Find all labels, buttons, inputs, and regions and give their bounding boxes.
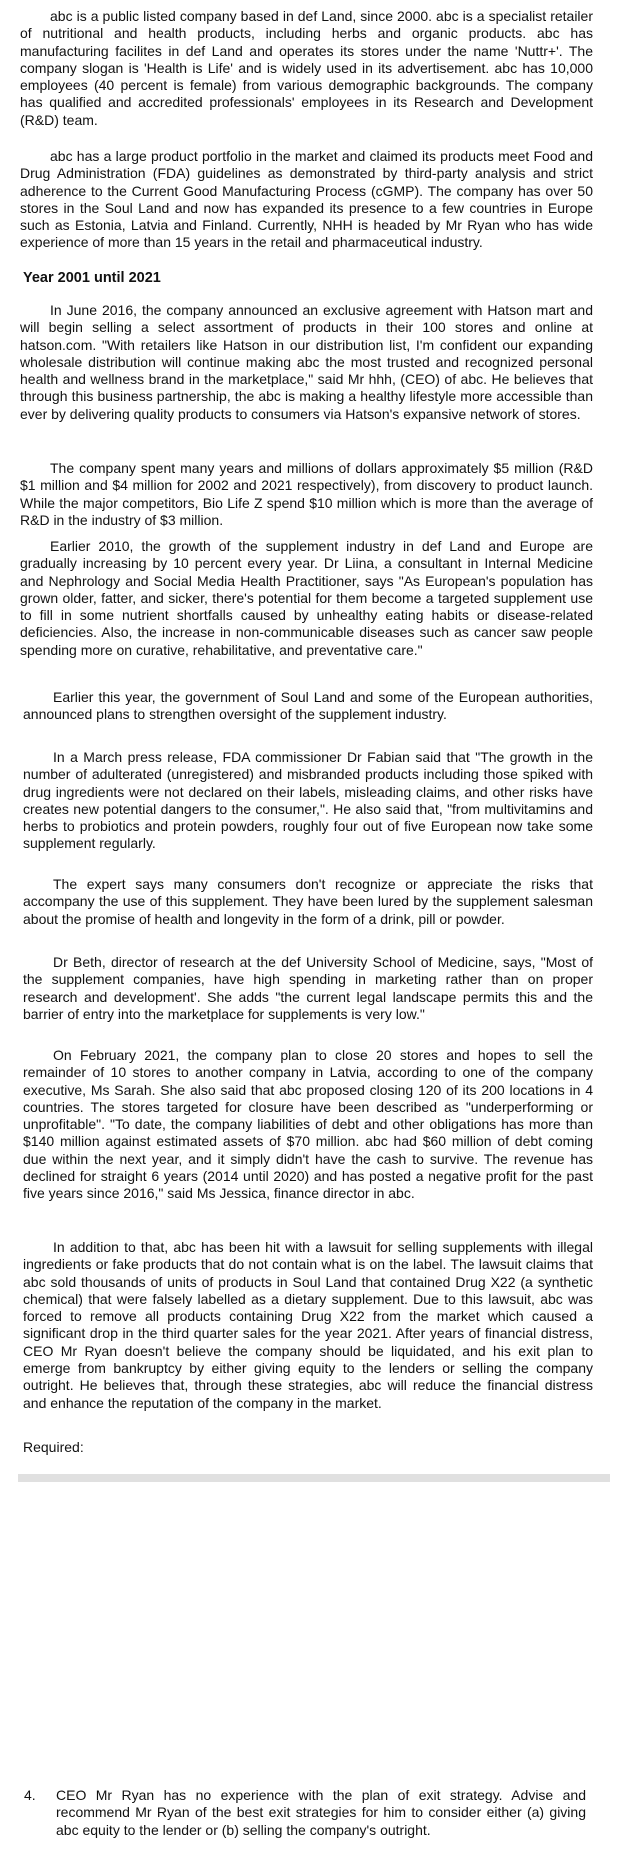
required-label: Required: xyxy=(23,1439,84,1455)
paragraph-dr-beth-quote: Dr Beth, director of research at the def University School of Medicine, says, "Most of the supplement companies, have high spending in marketing rather than on proper research and development'. She adds "the current legal landscape permits this and the barrier of entry into the marketplace for supplements is very low." xyxy=(23,954,593,1022)
section-divider xyxy=(18,1474,610,1482)
paragraph-industry-growth: Earlier 2010, the growth of the supplement industry in def Land and Europe are gradually increasing by 10 percent every year. Dr Liina, a consultant in Internal Medicine and Nephrology and Social Media Health Practitioner, says "As European's population has grown older, fatter, and sicker, there's potential for them become a targeted supplement use to fill in some nutrient shortfalls caused by unhealthy eating habits or disease-related deficiencies. Also, the increase in non-communicable diseases such as cancer saw people spending more on curative, rehabilitative, and preventative care." xyxy=(20,538,593,658)
paragraph-government-oversight: Earlier this year, the government of Soul Land and some of the European authorities, announced plans to strengthen oversight of the supplement industry. xyxy=(23,689,593,723)
paragraph-rnd-spending: The company spent many years and millions of dollars approximately $5 million (R&D $1 million and $4 million for 2002 and 2021 respectively), from discovery to product launch. While the major competitors, Bio Life Z spend $10 million which is more than the average of R&D in the industry of $3 million. xyxy=(20,460,593,528)
paragraph-hatson-agreement: In June 2016, the company announced an exclusive agreement with Hatson mart and will begin selling a select assortment of products in their 100 stores and online at hatson.com. "With retailers like Hatson in our distribution list, I'm confident our expanding wholesale distribution will continue making abc the most trusted and recognized personal health and wellness brand in the marketplace," said Mr hhh, (CEO) of abc. He believes that through this business partnership, the abc is making a healthy lifestyle more accessible than ever by delivering quality products to consumers via Hatson's expansive network of stores. xyxy=(20,302,593,422)
section-heading: Year 2001 until 2021 xyxy=(23,270,161,286)
paragraph-store-closures: On February 2021, the company plan to close 20 stores and hopes to sell the remainder of 10 stores to another company in Latvia, according to one of the company executive, Ms Sarah. She also said that abc proposed closing 120 of its 200 locations in 4 countries. The stores targeted for closure have been described as "underperforming or unprofitable". "To date, the company liabilities of debt and other obligations has more than $140 million against estimated assets of $70 million. abc had $60 million of debt coming due within the next year, and it simply didn't have the cash to survive. The revenue has declined for straight 6 years (2014 until 2020) and has posted a negative profit for the past five years since 2016," said Ms Jessica, finance director in abc. xyxy=(23,1047,593,1202)
question-text: CEO Mr Ryan has no experience with the plan of exit strategy. Advise and recommend Mr Ryan of the best exit strategies for him to consider either (a) giving abc equity to the lender or (b) selling the company's outright. xyxy=(56,1787,586,1838)
question-number: 4. xyxy=(24,1787,36,1803)
paragraph-lawsuit: In addition to that, abc has been hit with a lawsuit for selling supplements with illegal ingredients or fake products that do not contain what is on the label. The lawsuit claims that abc sold thousands of units of products in Soul Land that contained Drug X22 (a synthetic chemical) that were falsely labelled as a dietary supplement. Due to this lawsuit, abc was forced to remove all products containing Drug X22 from the market which caused a significant drop in the third quarter sales for the year 2021. After years of financial distress, CEO Mr Ryan doesn't believe the company should be liquidated, and his exit plan to emerge from bankruptcy by either giving equity to the lenders or selling the company outright. He believes that, through these strategies, abc will reduce the financial distress and enhance the reputation of the company in the market. xyxy=(23,1239,593,1411)
paragraph-company-overview: abc is a public listed company based in def Land, since 2000. abc is a specialist retailer of nutritional and health products, including herbs and organic products. abc has manufacturing facilites in def Land and operates its stores under the name 'Nuttr+'. The company slogan is 'Health is Life' and is widely used in its advertisement. abc has 10,000 employees (40 percent is female) from various demographic backgrounds. The company has qualified and accredited professionals' employees in its Research and Development (R&D) team. xyxy=(20,8,593,128)
paragraph-fda-press-release: In a March press release, FDA commissioner Dr Fabian said that "The growth in the number of adulterated (unregistered) and misbranded products including those spiked with drug ingredients were not declared on their labels, misleading claims, and other risks have creates new potential dangers to the consumer,". He also said that, "from multivitamins and herbs to probiotics and protein powders, roughly four out of five European now take some supplement regularly. xyxy=(23,749,593,852)
paragraph-product-portfolio: abc has a large product portfolio in the market and claimed its products meet Food and Drug Administration (FDA) guidelines as demonstrated by third-party analysis and strict adherence to the Current Good Manufacturing Process (cGMP). The company has over 50 stores in the Soul Land and now has expanded its presence to a few countries in Europe such as Estonia, Latvia and Finland. Currently, NHH is headed by Mr Ryan who has wide experience of more than 15 years in the retail and pharmaceutical industry. xyxy=(20,148,593,251)
paragraph-consumer-risks: The expert says many consumers don't recognize or appreciate the risks that accompany the use of this supplement. They have been lured by the supplement salesman about the promise of health and longevity in the form of a drink, pill or powder. xyxy=(23,876,593,927)
